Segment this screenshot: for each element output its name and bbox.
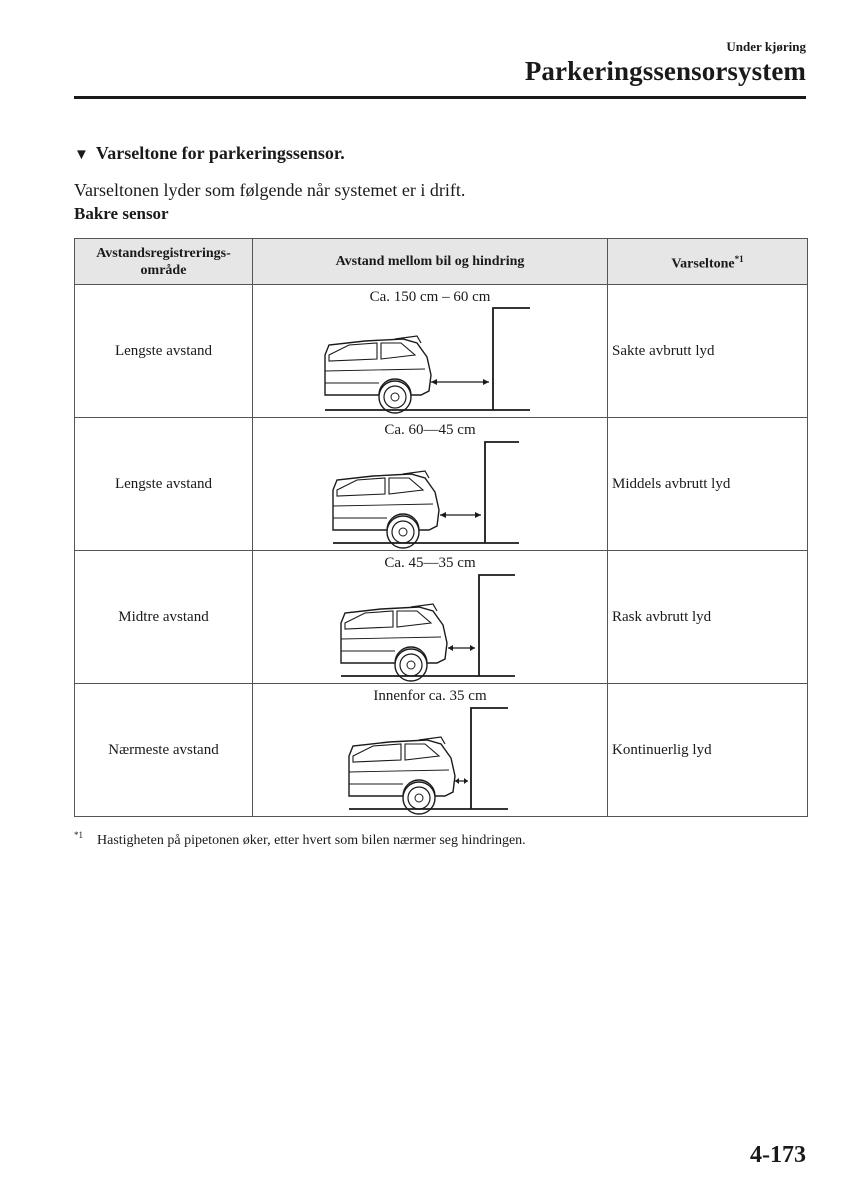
rear-car-icon [349, 737, 455, 814]
tone-cell: Kontinuerlig lyd [608, 684, 808, 817]
rear-car-icon [341, 604, 447, 681]
car-obstacle-diagram [253, 418, 608, 550]
distance-diagram-cell [253, 684, 608, 817]
car-obstacle-diagram [253, 551, 608, 683]
zone-cell: Lengste avstand [75, 285, 253, 418]
running-header-section: Under kjøring [726, 39, 806, 54]
footnote-reference: *1 [734, 253, 744, 264]
page-title: Parkeringssensorsystem [524, 56, 806, 86]
column-header-zone [75, 239, 253, 285]
car-obstacle-diagram [253, 285, 608, 417]
distance-label: Ca. 45—35 cm [384, 555, 476, 571]
column-header-tone [608, 239, 808, 285]
section-heading [74, 143, 345, 164]
zone-cell: Midtre avstand [75, 551, 253, 684]
table-row [75, 551, 808, 684]
table-row [75, 418, 808, 551]
column-header-zone-text: Avstandsregistrerings- område [96, 245, 231, 278]
intro-paragraph: Varseltonen lyder som følgende når systemet er i drift. [74, 180, 466, 200]
zone-cell: Lengste avstand [75, 418, 253, 551]
distance-label: Innenfor ca. 35 cm [373, 688, 487, 704]
rear-car-icon [333, 471, 439, 548]
triangle-marker-icon: ▼ [74, 147, 89, 163]
table-header-row [75, 239, 808, 285]
tone-cell: Rask avbrutt lyd [608, 551, 808, 684]
section-heading-text: Varseltone for parkeringssensor. [95, 143, 345, 163]
zone-cell: Nærmeste avstand [75, 684, 253, 817]
car-obstacle-diagram [253, 684, 608, 816]
distance-diagram-cell [253, 285, 608, 418]
table-row [75, 285, 808, 418]
footnote [74, 830, 526, 849]
distance-label: Ca. 150 cm – 60 cm [369, 289, 491, 305]
page-number: 4-173 [750, 1142, 806, 1168]
warning-tone-table [74, 238, 808, 817]
rear-car-icon [325, 336, 431, 413]
column-header-distance: Avstand mellom bil og hindring [253, 239, 608, 285]
column-header-tone-text: Varseltone [671, 256, 735, 272]
table-row [75, 684, 808, 817]
footnote-text: Hastigheten på pipetonen øker, etter hvert som bilen nærmer seg hindringen. [97, 832, 526, 848]
footnote-mark: *1 [74, 830, 83, 840]
distance-diagram-cell [253, 551, 608, 684]
distance-label: Ca. 60—45 cm [384, 422, 476, 438]
header-rule [74, 96, 806, 99]
distance-diagram-cell [253, 418, 608, 551]
tone-cell: Middels avbrutt lyd [608, 418, 808, 551]
tone-cell: Sakte avbrutt lyd [608, 285, 808, 418]
subheading-rear-sensor: Bakre sensor [74, 204, 169, 223]
